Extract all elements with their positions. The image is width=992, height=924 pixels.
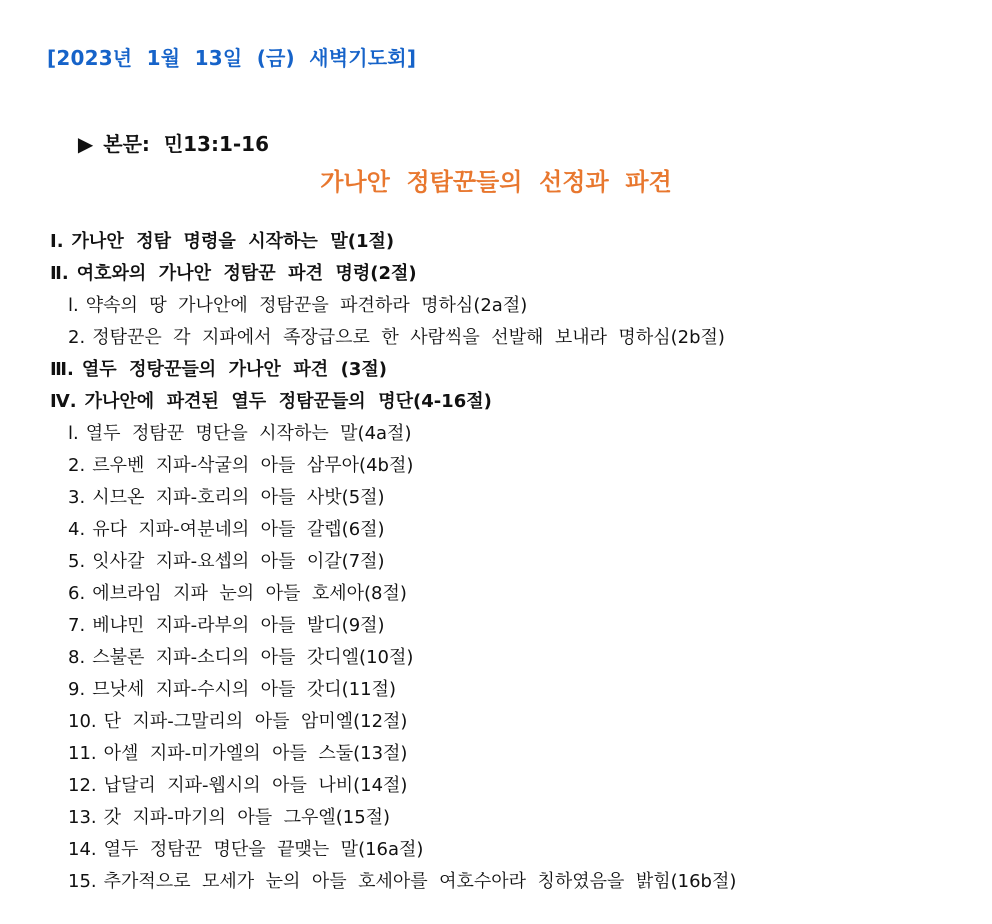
outline-text: 잇사갈 지파-요셉의 아들 이갈(7절) bbox=[92, 551, 385, 572]
outline-item bbox=[0, 674, 992, 706]
outline-number: 9. bbox=[68, 679, 86, 700]
outline-item bbox=[0, 322, 992, 354]
outline-number: 11. bbox=[68, 743, 97, 764]
outline-section bbox=[0, 386, 992, 418]
sermon-title: 가나안 정탐꾼들의 선정과 파견 bbox=[320, 168, 672, 196]
outline-text: 열두 정탕꾼들의 가나안 파견 (3절) bbox=[81, 359, 388, 380]
service-date-heading: [2023년 1월 13일 (금) 새벽기도회] bbox=[47, 46, 417, 70]
outline-section bbox=[0, 226, 992, 258]
scripture-text: 본문: 민13:1-16 bbox=[103, 132, 270, 156]
outline-item bbox=[0, 514, 992, 546]
outline-text: 시므온 지파-호리의 아들 사밧(5절) bbox=[92, 487, 385, 508]
outline-number: 12. bbox=[68, 775, 97, 796]
outline-number: 7. bbox=[68, 615, 86, 636]
outline-text: 아셀 지파-미가엘의 아들 스둘(13절) bbox=[103, 743, 408, 764]
outline-item bbox=[0, 802, 992, 834]
outline-text: 단 지파-그말리의 아들 암미엘(12절) bbox=[103, 711, 408, 732]
outline-number: l. bbox=[68, 295, 79, 316]
outline-item bbox=[0, 578, 992, 610]
outline-item bbox=[0, 770, 992, 802]
outline-number: 2. bbox=[68, 327, 86, 348]
outline-item bbox=[0, 642, 992, 674]
outline-number: 5. bbox=[68, 551, 86, 572]
outline-number: 14. bbox=[68, 839, 97, 860]
outline-item bbox=[0, 482, 992, 514]
outline-text: 스불론 지파-소디의 아들 갓디엘(10절) bbox=[92, 647, 414, 668]
outline-number: Ⅰ. bbox=[50, 231, 64, 252]
outline-item bbox=[0, 866, 992, 898]
outline-number: l. bbox=[68, 423, 79, 444]
outline-text: 베냐민 지파-라부의 아들 발디(9절) bbox=[92, 615, 385, 636]
outline-section bbox=[0, 354, 992, 386]
outline-text: 르우벤 지파-삭굴의 아들 삼무아(4b절) bbox=[92, 455, 414, 476]
outline-number: 3. bbox=[68, 487, 86, 508]
outline-text: 가나안 정탐 명령을 시작하는 말(1절) bbox=[71, 231, 395, 252]
outline-text: 정탐꾼은 각 지파에서 족장급으로 한 사람씩을 선발해 보내라 명하심(2b절) bbox=[92, 327, 725, 348]
outline-number: Ⅳ. bbox=[50, 391, 77, 412]
outline-text: 가나안에 파견된 열두 정탐꾼들의 명단(4-16절) bbox=[84, 391, 492, 412]
outline-text: 열두 정탐꾼 명단을 시작하는 말(4a절) bbox=[85, 423, 412, 444]
outline-text: 추가적으로 모세가 눈의 아들 호세아를 여호수아라 칭하였음을 밝힘(16b절) bbox=[103, 871, 737, 892]
outline-text: 므낫세 지파-수시의 아들 갓디(11절) bbox=[92, 679, 397, 700]
outline-text: 에브라임 지파 눈의 아들 호세아(8절) bbox=[92, 583, 407, 604]
outline-number: 4. bbox=[68, 519, 86, 540]
outline-item bbox=[0, 546, 992, 578]
outline-item bbox=[0, 706, 992, 738]
outline-text: 갓 지파-마기의 아들 그우엘(15절) bbox=[103, 807, 391, 828]
outline-text: 약속의 땅 가나안에 정탐꾼을 파견하라 명하심(2a절) bbox=[85, 295, 528, 316]
sermon-outline bbox=[0, 226, 992, 898]
outline-item bbox=[0, 610, 992, 642]
outline-item bbox=[0, 290, 992, 322]
right-triangle-icon: ▶ bbox=[77, 132, 94, 156]
outline-text: 여호와의 가나안 정탐꾼 파견 명령(2절) bbox=[76, 263, 417, 284]
outline-number: 10. bbox=[68, 711, 97, 732]
outline-text: 열두 정탐꾼 명단을 끝맺는 말(16a절) bbox=[103, 839, 424, 860]
outline-number: 6. bbox=[68, 583, 86, 604]
outline-text: 유다 지파-여분네의 아들 갈렙(6절) bbox=[92, 519, 385, 540]
outline-item bbox=[0, 738, 992, 770]
outline-item bbox=[0, 450, 992, 482]
outline-number: Ⅲ. bbox=[50, 359, 74, 380]
outline-section bbox=[0, 258, 992, 290]
outline-item bbox=[0, 418, 992, 450]
outline-item bbox=[0, 834, 992, 866]
outline-number: 8. bbox=[68, 647, 86, 668]
outline-text: 납달리 지파-웹시의 아들 나비(14절) bbox=[103, 775, 408, 796]
outline-number: 2. bbox=[68, 455, 86, 476]
outline-number: 15. bbox=[68, 871, 97, 892]
outline-number: 13. bbox=[68, 807, 97, 828]
outline-number: Ⅱ. bbox=[50, 263, 69, 284]
